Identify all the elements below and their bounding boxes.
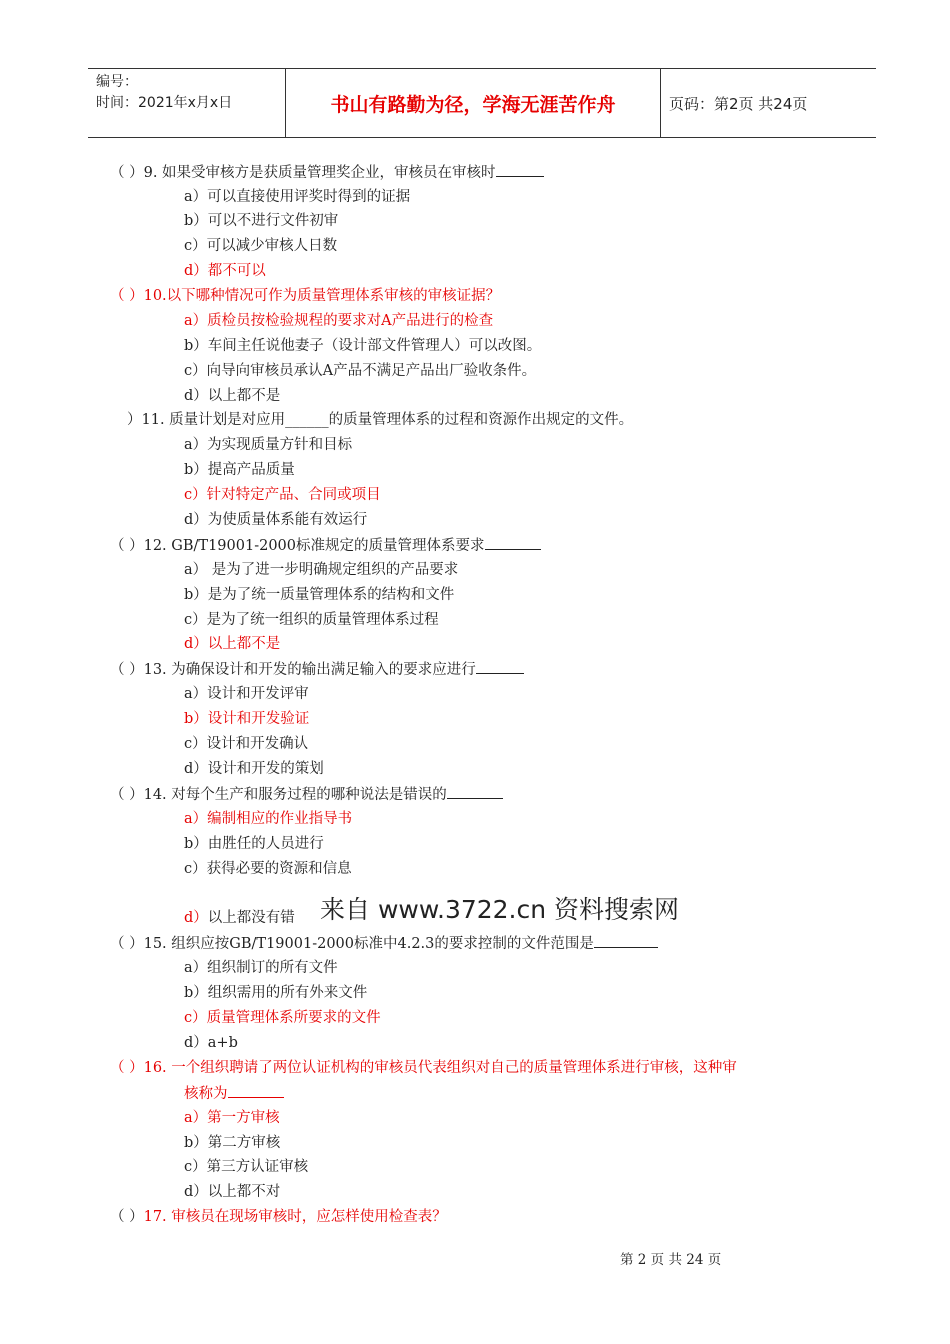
- question-13-stem: （ ）13. 为确保设计和开发的输出满足输入的要求应进行: [110, 659, 524, 680]
- question-13-option-c: c）设计和开发确认: [184, 736, 309, 752]
- question-10-option-a: a）质检员按检验规程的要求对A产品进行的检查: [184, 313, 494, 329]
- question-12-option-d: d）以上都不是: [184, 636, 281, 652]
- question-15-stem: （ ）15. 组织应按GB/T19001-2000标准中4.2.3的要求控制的文件范围是: [110, 933, 658, 954]
- page-header: [88, 68, 876, 138]
- question-11-option-b: b）提高产品质量: [184, 462, 295, 478]
- question-11-stem: ）11. 质量计划是对应用______的质量管理体系的过程和资源作出规定的文件。: [127, 412, 634, 428]
- question-13-option-b: b）设计和开发验证: [184, 711, 310, 727]
- question-12-option-b: b）是为了统一质量管理体系的结构和文件: [184, 587, 455, 603]
- question-14-option-c: c）获得必要的资源和信息: [184, 861, 352, 877]
- time-label: 时间：2021年x月x日: [96, 95, 233, 111]
- question-11-option-a: a）为实现质量方针和目标: [184, 437, 353, 453]
- number-label: 编号：: [96, 74, 138, 90]
- question-9-option-c: c）可以减少审核人日数: [184, 238, 338, 254]
- question-9-option-d: d）都不可以: [184, 263, 266, 279]
- question-14-option-b: b）由胜任的人员进行: [184, 836, 324, 852]
- question-16-stem: （ ）16. 一个组织聘请了两位认证机构的审核员代表组织对自己的质量管理体系进行审核，这种审: [110, 1060, 737, 1076]
- question-10-option-b: b）车间主任说他妻子（设计部文件管理人）可以改图。: [184, 338, 542, 354]
- question-16-option-b: b）第二方审核: [184, 1135, 281, 1151]
- question-11-option-d: d）为使质量体系能有效运行: [184, 512, 368, 528]
- question-12-option-c: c）是为了统一组织的质量管理体系过程: [184, 612, 439, 628]
- question-9-option-a: a）可以直接使用评奖时得到的证据: [184, 189, 411, 205]
- question-12-option-a: a） 是为了进一步明确规定组织的产品要求: [184, 562, 459, 578]
- question-12-stem: （ ）12. GB/T19001-2000标准规定的质量管理体系要求: [110, 535, 541, 556]
- page-footer: 第 2 页 共 24 页: [620, 1252, 722, 1268]
- question-17-stem: （ ）17. 审核员在现场审核时，应怎样使用检查表？: [110, 1209, 447, 1225]
- question-13-option-a: a）设计和开发评审: [184, 686, 309, 702]
- question-15-option-c: c）质量管理体系所要求的文件: [184, 1010, 381, 1026]
- question-9-stem: （ ）9. 如果受审核方是获质量管理奖企业，审核员在审核时: [110, 162, 544, 183]
- header-page-label: 页码：第2页 共24页: [669, 94, 808, 113]
- question-16-stem-continued: 核称为: [184, 1083, 284, 1104]
- question-10-option-d: d）以上都不是: [184, 388, 281, 404]
- question-9-option-b: b）可以不进行文件初审: [184, 213, 339, 229]
- question-10-option-c: c）向导向审核员承认A产品不满足产品出厂验收条件。: [184, 363, 537, 379]
- question-14-stem: （ ）14. 对每个生产和服务过程的哪种说法是错误的: [110, 784, 503, 805]
- question-14-option-d: d）以上都没有错: [184, 910, 295, 926]
- question-10-stem: （ ）10.以下哪种情况可作为质量管理体系审核的审核证据？: [110, 288, 501, 304]
- question-15-option-a: a）组织制订的所有文件: [184, 960, 338, 976]
- question-15-option-d: d）a+b: [184, 1035, 238, 1051]
- question-16-option-a: a）第一方审核: [184, 1110, 280, 1126]
- question-16-option-d: d）以上都不对: [184, 1184, 281, 1200]
- question-13-option-d: d）设计和开发的策划: [184, 761, 324, 777]
- question-15-option-b: b）组织需用的所有外来文件: [184, 985, 368, 1001]
- question-14-option-a: a）编制相应的作业指导书: [184, 811, 353, 827]
- question-16-option-c: c）第三方认证审核: [184, 1159, 309, 1175]
- watermark-text: 来自 www.3722.cn 资料搜索网: [320, 895, 680, 924]
- question-11-option-c: c）针对特定产品、合同或项目: [184, 487, 381, 503]
- header-meta: [88, 69, 286, 137]
- header-motto: 书山有路勤为径，学海无涯苦作舟: [286, 69, 661, 137]
